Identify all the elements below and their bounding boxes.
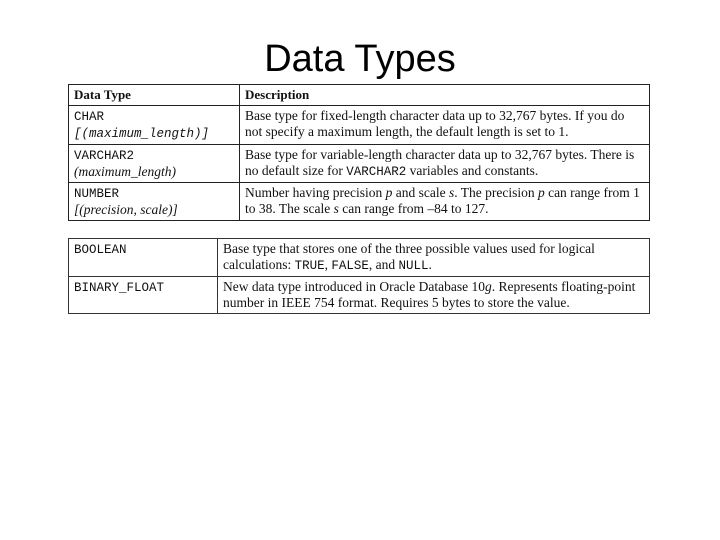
type-params: (maximum_length) — [74, 164, 176, 179]
type-code: CHAR — [74, 110, 105, 124]
desc-var: g — [485, 279, 492, 294]
desc-text: can range from –84 to 127. — [338, 201, 489, 216]
desc-text: and scale — [392, 185, 449, 200]
header-description: Description — [240, 85, 650, 106]
header-data-type: Data Type — [69, 85, 240, 106]
desc-var: p — [537, 185, 545, 200]
desc-text: Base type for variable-length character data up to 32,767 bytes. There is no default size for — [245, 147, 635, 178]
desc-text: , and — [368, 257, 399, 272]
description-cell — [218, 239, 650, 277]
type-cell — [69, 106, 240, 145]
desc-text: variables and constants. — [406, 163, 539, 178]
desc-text: . — [428, 257, 432, 272]
type-cell — [69, 277, 218, 314]
type-code: BOOLEAN — [74, 243, 127, 257]
slide-title: Data Types — [264, 38, 456, 80]
desc-code: NULL — [398, 259, 429, 273]
description-cell: Base type for fixed-length character data up to 32,767 bytes. If you do not specify a maximum length, the default length is set to 1. — [240, 106, 650, 145]
type-cell — [69, 145, 240, 183]
data-types-table-bottom — [68, 238, 650, 314]
desc-text: New data type introduced in Oracle Database 10 — [223, 279, 486, 294]
desc-code: FALSE — [331, 259, 369, 273]
desc-var: p — [385, 185, 393, 200]
type-cell — [69, 183, 240, 221]
desc-var: s — [448, 185, 455, 200]
desc-text: can range from 1 to 38. The scale — [245, 185, 640, 216]
desc-text: , — [324, 257, 332, 272]
description-cell — [240, 145, 650, 183]
desc-var: s — [333, 201, 339, 216]
type-code: NUMBER — [74, 187, 120, 201]
table-header-row — [69, 85, 650, 106]
table-row-number — [69, 183, 650, 221]
desc-code: TRUE — [294, 259, 325, 273]
desc-text: . The precision — [454, 185, 538, 200]
type-code: BINARY_FLOAT — [74, 281, 165, 295]
type-code: VARCHAR2 — [74, 149, 135, 163]
description-cell — [240, 183, 650, 221]
table-row-binary-float — [69, 277, 650, 314]
type-params: [(maximum_length)] — [74, 127, 210, 141]
description-cell — [218, 277, 650, 314]
desc-text: Base type that stores one of the three possible values used for logical calculations: — [223, 241, 595, 272]
desc-code: VARCHAR2 — [346, 165, 407, 179]
desc-text: Number having precision — [245, 185, 386, 200]
table-row-boolean — [69, 239, 650, 277]
table-row-char — [69, 106, 650, 145]
data-types-table-top — [68, 84, 650, 221]
type-cell — [69, 239, 218, 277]
table-row-varchar2 — [69, 145, 650, 183]
desc-text: . Represents floating-point number in IEEE 754 format. Requires 5 bytes to store the value. — [223, 279, 636, 310]
type-params: [(precision, scale)] — [74, 202, 178, 217]
